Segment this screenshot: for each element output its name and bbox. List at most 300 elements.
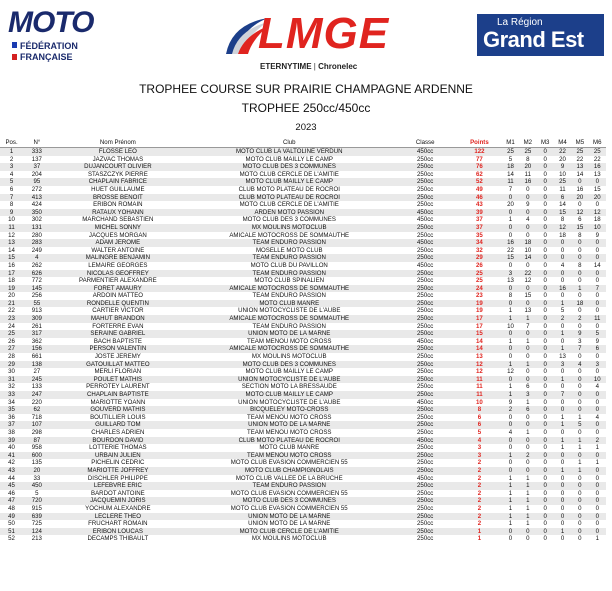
cell-m2: 0 — [526, 436, 530, 444]
cell-m3: 0 — [543, 466, 547, 474]
sponsor-separator: | — [313, 62, 319, 71]
cell-m1: 0 — [508, 284, 513, 292]
cell-m1: 1 — [508, 216, 513, 224]
cell-m4: 0 — [560, 292, 565, 300]
cell-m4: 0 — [560, 406, 565, 414]
table-row — [0, 307, 606, 315]
cell-points: 10 — [476, 398, 483, 406]
cell-points: 12 — [476, 368, 483, 376]
cell-m1: 16 — [507, 239, 514, 247]
cell-number: 772 — [31, 277, 42, 285]
cell-name: ERIBON ROMAIN — [93, 201, 143, 209]
cell-m4: 10 — [559, 170, 566, 178]
cell-m6: 14 — [593, 261, 601, 269]
cell-m3: 0 — [543, 208, 547, 216]
cell-m2: 1 — [526, 504, 530, 512]
cell-class: 250cc — [417, 489, 434, 497]
cell-m4: 1 — [560, 345, 565, 353]
cell-points: 39 — [476, 208, 483, 216]
header-m5: M5 — [571, 139, 588, 148]
cell-class: 250cc — [417, 504, 434, 512]
cell-m1: 1 — [508, 307, 513, 315]
cell-name: DUJANCOURT OLIVIER — [84, 163, 152, 171]
cell-m2: 11 — [524, 170, 531, 178]
cell-m2: 16 — [524, 178, 532, 186]
table-row — [0, 421, 606, 429]
cell-m4: 1 — [560, 436, 565, 444]
cell-class: 250cc — [417, 413, 434, 421]
cell-m5: 16 — [576, 185, 584, 193]
cell-points: 24 — [476, 284, 483, 292]
cell-m1: 1 — [508, 520, 513, 528]
cell-club: MOSELLE MOTO CLUB — [255, 246, 323, 254]
cell-m4: 6 — [560, 193, 565, 201]
cell-pos: 32 — [8, 383, 15, 391]
cell-m6: 0 — [595, 201, 599, 209]
cell-m5: 0 — [578, 451, 582, 459]
cell-m2: 1 — [526, 482, 530, 490]
cell-points: 23 — [476, 292, 483, 300]
cell-club: TEAM MENOU MOTO CROSS — [246, 337, 332, 345]
table-row — [0, 285, 606, 293]
cell-m6: 10 — [593, 223, 601, 231]
cell-m2: 4 — [526, 216, 530, 224]
cell-m5: 0 — [578, 497, 582, 505]
cell-name: POULET MATHIS — [93, 375, 143, 383]
cell-class: 250cc — [417, 406, 434, 414]
cell-m2: 13 — [524, 307, 532, 315]
cell-club: MOTO CLUB CHAMPIGNOLAIS — [244, 466, 334, 474]
cell-class: 450cc — [417, 261, 434, 269]
cell-m1: 0 — [508, 261, 513, 269]
cell-m3: 0 — [543, 155, 547, 163]
cell-m6: 0 — [595, 322, 599, 330]
cell-m2: 2 — [526, 451, 530, 459]
cell-points: 6 — [477, 421, 482, 429]
cell-m1: 0 — [508, 413, 513, 421]
cell-m2: 9 — [526, 201, 530, 209]
cell-m4: 8 — [560, 216, 565, 224]
lmge-logo — [218, 4, 393, 74]
cell-number: 915 — [31, 504, 42, 512]
cell-m6: 9 — [595, 231, 599, 239]
cell-pos: 26 — [8, 337, 15, 345]
cell-number: 626 — [31, 269, 42, 277]
cell-number: 247 — [31, 391, 42, 398]
cell-m1: 20 — [507, 201, 514, 209]
cell-m1: 25 — [507, 148, 514, 155]
cell-m6: 0 — [595, 520, 599, 528]
cell-number: 145 — [31, 284, 42, 292]
cell-m4: 13 — [559, 353, 566, 361]
header-points: Points — [457, 139, 502, 148]
cell-name: LEMAIRE GEORGES — [88, 261, 148, 269]
cell-m6: 0 — [595, 466, 599, 474]
cell-m2: 0 — [526, 193, 530, 201]
cell-number: 107 — [31, 421, 42, 429]
cell-m6: 0 — [595, 246, 599, 254]
cell-m2: 1 — [526, 398, 530, 406]
table-row — [0, 178, 606, 186]
cell-m1: 4 — [508, 428, 513, 436]
title-block — [0, 82, 612, 134]
cell-m1: 1 — [508, 451, 513, 459]
cell-club: MX MOULINS MOTOCLUB — [251, 353, 327, 361]
cell-m3: 0 — [543, 428, 547, 436]
cell-m3: 0 — [543, 482, 547, 490]
cell-m1: 18 — [507, 163, 514, 171]
cell-m1: 11 — [507, 178, 514, 186]
cell-club: MOTO CLUB CERCLE DE L'AMITIE — [239, 170, 339, 178]
cell-m3: 0 — [543, 489, 547, 497]
category-title: TROPHEE 250cc/450cc — [241, 101, 371, 115]
cell-class: 450cc — [417, 239, 434, 247]
header-pos: Pos. — [0, 139, 23, 148]
cell-number: 245 — [31, 375, 42, 383]
cell-club: TEAM ENDURO PASSION — [252, 292, 326, 300]
cell-m4: 0 — [560, 497, 565, 505]
cell-pos: 20 — [8, 292, 15, 300]
cell-m5: 0 — [578, 428, 582, 436]
cell-m2: 1 — [526, 428, 530, 436]
table-row — [0, 429, 606, 437]
cell-number: 33 — [33, 474, 41, 482]
cell-points: 19 — [476, 299, 483, 307]
cell-club: TEAM MENOU MOTO CROSS — [246, 413, 332, 421]
cell-points: 37 — [476, 216, 483, 224]
cell-number: 135 — [31, 459, 42, 467]
cell-name: BOUTILLIER LOUIS — [90, 413, 146, 421]
cell-pos: 35 — [8, 406, 15, 414]
cell-pos: 10 — [8, 216, 15, 224]
cell-m1: 1 — [508, 512, 513, 520]
cell-club: UNION MOTO DE LA MARNE — [248, 330, 331, 338]
cell-m2: 0 — [526, 444, 530, 452]
cell-number: 5 — [35, 489, 39, 497]
cell-m6: 0 — [595, 406, 599, 414]
cell-m2: 22 — [524, 269, 532, 277]
cell-club: MOTO CLUB MAILLY LE CAMP — [245, 178, 333, 186]
cell-points: 43 — [476, 201, 483, 209]
cell-m5: 20 — [576, 193, 584, 201]
cell-name: BROSSE BENOIT — [92, 193, 143, 201]
cell-m1: 0 — [508, 444, 513, 452]
cell-m6: 4 — [595, 383, 599, 391]
cell-class: 250cc — [417, 231, 434, 239]
cell-class: 250cc — [417, 451, 434, 459]
cell-class: 250cc — [417, 254, 434, 262]
ffm-logo-line2: FRANÇAISE — [20, 52, 73, 62]
cell-m6: 18 — [593, 216, 601, 224]
cell-m5: 0 — [578, 520, 582, 528]
cell-m4: 1 — [560, 527, 565, 535]
cell-m5: 9 — [578, 330, 582, 338]
cell-name: LECLERE THEO — [94, 512, 141, 520]
cell-club: MOTO CLUB SPINALIEN — [254, 277, 325, 285]
cell-number: 413 — [31, 193, 42, 201]
cell-class: 250cc — [417, 375, 434, 383]
table-row — [0, 406, 606, 414]
cell-name: MARCHAND SEBASTIEN — [82, 216, 154, 224]
cell-m1: 1 — [508, 482, 513, 490]
cell-class: 250cc — [417, 391, 434, 398]
cell-m2: 25 — [524, 148, 532, 155]
table-row — [0, 505, 606, 513]
cell-m1: 0 — [508, 223, 513, 231]
cell-m4: 25 — [559, 178, 566, 186]
cell-pos: 47 — [8, 497, 15, 505]
cell-name: PARMENTIER ALEXANDRE — [78, 277, 157, 285]
table-row — [0, 490, 606, 498]
cell-class: 250cc — [417, 520, 434, 528]
cell-points: 8 — [477, 406, 482, 414]
table-row — [0, 232, 606, 240]
cell-club: MOTO CLUB MAILLY LE CAMP — [245, 368, 333, 376]
cell-m2: 0 — [526, 421, 530, 429]
cell-m2: 1 — [526, 360, 530, 368]
tricolor-flag-icon — [12, 42, 17, 60]
cell-pos: 28 — [8, 353, 15, 361]
cell-m5: 14 — [576, 170, 584, 178]
cell-points: 2 — [477, 504, 482, 512]
cell-m5: 13 — [576, 163, 584, 171]
cell-points: 2 — [477, 466, 482, 474]
cell-m3: 0 — [543, 330, 547, 338]
cell-class: 250cc — [417, 163, 434, 171]
cell-m3: 0 — [543, 421, 547, 429]
cell-points: 37 — [476, 223, 483, 231]
cell-m4: 0 — [560, 489, 565, 497]
cell-number: 131 — [31, 223, 42, 231]
header-m2: M2 — [519, 139, 536, 148]
cell-pos: 3 — [9, 163, 14, 171]
table-row — [0, 345, 606, 353]
cell-m6: 22 — [593, 155, 601, 163]
cell-club: CLUB MOTO PLATEAU DE ROCROI — [238, 185, 340, 193]
cell-name: SERAINE GABRIEL — [90, 330, 146, 338]
cell-m1: 0 — [508, 353, 513, 361]
cell-m6: 0 — [595, 504, 599, 512]
cell-m1: 0 — [508, 299, 513, 307]
cell-pos: 51 — [8, 527, 15, 535]
cell-club: TEAM ENDURO PASSION — [252, 239, 326, 247]
cell-m2: 0 — [526, 299, 530, 307]
cell-m3: 0 — [543, 223, 547, 231]
cell-class: 450cc — [417, 148, 434, 155]
sponsor-chronelec: Chronelec — [318, 62, 358, 71]
cell-m3: 0 — [543, 185, 547, 193]
cell-number: 249 — [31, 246, 42, 254]
cell-class: 250cc — [417, 246, 434, 254]
table-row — [0, 201, 606, 209]
cell-club: UNION MOTOCYCLISTE DE L'AUBE — [238, 307, 341, 315]
cell-m6: 3 — [595, 360, 599, 368]
cell-m3: 0 — [543, 368, 547, 376]
cell-club: MX MOULINS MOTOCLUB — [251, 223, 327, 231]
cell-name: JAZVAC THOMAS — [92, 155, 144, 163]
table-header-row — [0, 139, 606, 148]
cell-points: 14 — [476, 337, 483, 345]
cell-number: 661 — [31, 353, 42, 361]
cell-m1: 0 — [508, 527, 513, 535]
cell-m2: 14 — [524, 254, 532, 262]
cell-club: SECTION MOTO LA BRESSAUDE — [241, 383, 337, 391]
cell-m3: 0 — [543, 269, 547, 277]
cell-number: 262 — [31, 261, 42, 269]
cell-m1: 2 — [508, 406, 513, 414]
cell-m3: 0 — [543, 148, 547, 155]
cell-m6: 0 — [595, 428, 599, 436]
cell-m5: 25 — [576, 148, 584, 155]
cell-club: TEAM ENDURO PASSION — [252, 254, 326, 262]
table-row — [0, 513, 606, 521]
cell-m5: 0 — [578, 269, 582, 277]
cell-m1: 0 — [508, 459, 513, 467]
cell-name: YOCHUM ALEXANDRE — [85, 504, 151, 512]
cell-m5: 0 — [578, 178, 582, 186]
cell-m6: 0 — [595, 391, 599, 398]
cell-m4: 16 — [559, 284, 566, 292]
cell-name: JOSTE JEREMY — [94, 353, 141, 361]
cell-m1: 1 — [508, 497, 513, 505]
cell-m3: 0 — [543, 246, 547, 254]
cell-m1: 0 — [508, 421, 513, 429]
cell-m3: 0 — [543, 527, 547, 535]
cell-number: 720 — [31, 497, 42, 505]
cell-club: TEAM ENDURO PASSION — [252, 269, 326, 277]
cell-m4: 1 — [560, 466, 565, 474]
cell-m3: 0 — [543, 201, 547, 209]
table-row — [0, 383, 606, 391]
table-row — [0, 224, 606, 232]
cell-m4: 5 — [560, 307, 565, 315]
cell-m2: 3 — [526, 391, 530, 398]
cell-m5: 0 — [578, 292, 582, 300]
cell-m5: 0 — [578, 504, 582, 512]
cell-m3: 0 — [543, 406, 547, 414]
cell-m6: 0 — [595, 489, 599, 497]
cell-m3: 0 — [543, 504, 547, 512]
cell-class: 450cc — [417, 337, 434, 345]
cell-number: 20 — [33, 466, 41, 474]
cell-class: 250cc — [417, 322, 434, 330]
cell-name: DISCHLER PHILIPPE — [87, 474, 148, 482]
cell-m4: 2 — [560, 315, 565, 323]
cell-m5: 0 — [578, 368, 582, 376]
cell-m2: 1 — [526, 497, 530, 505]
cell-name: ADAM JEROME — [95, 239, 141, 247]
cell-points: 26 — [476, 261, 483, 269]
cell-m4: 0 — [560, 451, 565, 459]
cell-name: BOURDON DAVID — [92, 436, 144, 444]
cell-points: 34 — [476, 239, 483, 247]
cell-club: TEAM ENDURO PASSION — [252, 482, 326, 490]
cell-points: 12 — [476, 360, 483, 368]
cell-m2: 0 — [526, 353, 530, 361]
cell-m5: 0 — [578, 375, 582, 383]
cell-m4: 12 — [559, 223, 566, 231]
cell-class: 250cc — [417, 155, 434, 163]
table-row — [0, 376, 606, 384]
cell-m6: 2 — [595, 436, 599, 444]
cell-pos: 23 — [8, 315, 15, 323]
cell-pos: 46 — [8, 489, 15, 497]
cell-m2: 1 — [526, 489, 530, 497]
table-row — [0, 467, 606, 475]
cell-m6: 5 — [595, 330, 599, 338]
cell-name: MERLI FLORIAN — [94, 368, 142, 376]
cell-club: TEAM ENDURO PASSION — [252, 322, 326, 330]
cell-m2: 0 — [526, 459, 530, 467]
cell-m3: 0 — [543, 254, 547, 262]
cell-pos: 4 — [9, 170, 14, 178]
cell-pos: 33 — [8, 391, 15, 398]
cell-class: 250cc — [417, 535, 434, 543]
page-header — [0, 0, 612, 78]
cell-club: MX MOULINS MOTOCLUB — [251, 535, 327, 543]
cell-m5: 0 — [578, 246, 582, 254]
cell-m3: 0 — [543, 497, 547, 505]
cell-points: 32 — [476, 246, 483, 254]
cell-m6: 0 — [595, 451, 599, 459]
table-row — [0, 239, 606, 247]
cell-m5: 1 — [578, 466, 582, 474]
cell-club: UNION MOTO DE LA MARNE — [248, 512, 331, 520]
cell-points: 46 — [476, 193, 483, 201]
cell-club: CLUB MOTO PLATEAU DE ROCROI — [238, 193, 340, 201]
cell-m2: 0 — [526, 466, 530, 474]
table-row — [0, 216, 606, 224]
cell-number: 913 — [31, 307, 42, 315]
table-row — [0, 323, 606, 331]
cell-class: 250cc — [417, 284, 434, 292]
cell-pos: 22 — [8, 307, 15, 315]
cell-m4: 22 — [559, 148, 566, 155]
cell-m4: 1 — [560, 330, 565, 338]
cell-class: 250cc — [417, 444, 434, 452]
cell-pos: 5 — [9, 178, 14, 186]
table-row — [0, 277, 606, 285]
table-row — [0, 338, 606, 346]
cell-m5: 3 — [578, 337, 582, 345]
cell-points: 2 — [477, 520, 482, 528]
cell-m6: 0 — [595, 482, 599, 490]
cell-points: 11 — [476, 391, 483, 398]
cell-m4: 11 — [559, 185, 566, 193]
cell-m6: 11 — [594, 315, 601, 323]
cell-number: 350 — [31, 208, 42, 216]
cell-club: MOTO CLUB EVASION COMMERCIEN 55 — [230, 504, 348, 512]
cell-m4: 4 — [560, 261, 565, 269]
cell-name: MARIOTTE YOANN — [90, 398, 146, 406]
cell-m4: 0 — [560, 459, 565, 467]
cell-m3: 0 — [543, 299, 547, 307]
table-row — [0, 254, 606, 262]
cell-m1: 22 — [507, 246, 514, 254]
cell-number: 302 — [31, 216, 42, 224]
cell-name: DECAMPS THIBAULT — [87, 535, 149, 543]
cell-points: 3 — [477, 451, 482, 459]
cell-number: 424 — [31, 201, 42, 209]
cell-number: 450 — [31, 482, 42, 490]
cell-pos: 29 — [8, 360, 15, 368]
cell-class: 250cc — [417, 360, 434, 368]
cell-m6: 0 — [595, 527, 599, 535]
cell-number: 600 — [31, 451, 42, 459]
cell-pos: 1 — [9, 148, 14, 155]
cell-m3: 0 — [543, 383, 547, 391]
cell-m3: 0 — [543, 178, 547, 186]
